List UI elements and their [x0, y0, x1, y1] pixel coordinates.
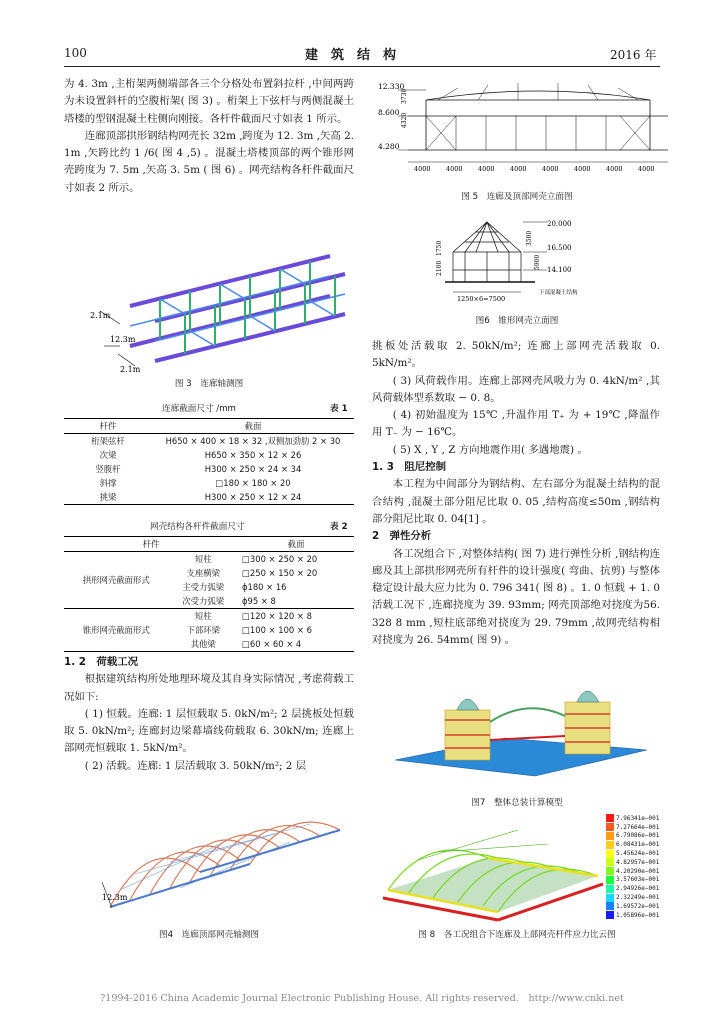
cell: H300 × 250 × 12 × 24: [152, 490, 354, 505]
legend-label: 2.94926e−001: [616, 885, 660, 893]
legend-label: 1.05896e−001: [616, 911, 660, 919]
legend-label: 4.20290e−001: [616, 867, 660, 875]
legend-row: [606, 823, 666, 832]
table-1-title: 连廊截面尺寸 /mm: [162, 404, 236, 414]
section-heading: 2 弹性分析: [372, 530, 432, 543]
level-label: 20.000: [547, 220, 572, 228]
figure-6-caption: 图6 锥形网壳立面图: [475, 316, 559, 326]
dim-label: 4000: [574, 165, 591, 173]
dim-label: 12.3m: [102, 893, 128, 902]
figure-6-cone-shell-elevation: [435, 212, 605, 304]
dim-label: 12.3m: [110, 335, 136, 344]
paragraph: 本工程为中间部分为钢结构、左右部分为混凝土结构的混合结构 ,混凝土部分阻尼比取 0. 05 ,结构高度≤50m ,钢结构部分阻尼比取 0. 04[1] 。: [372, 478, 660, 525]
cell: 斜撑: [99, 478, 117, 488]
legend-swatch: [606, 911, 614, 919]
legend-swatch: [606, 876, 614, 884]
table-row: [64, 609, 354, 624]
height-label: 1750: [436, 240, 443, 256]
figure-4-caption: 图4 连廊顶部网壳轴测图: [159, 930, 259, 940]
legend-swatch: [606, 894, 614, 902]
cell: 下部环梁: [186, 625, 220, 635]
legend-row: [606, 893, 666, 902]
paragraph: ( 3) 风荷载作用。连廊上部网壳风吸力为 0. 4kN/m² ,其风荷载体型系数取 − 0. 8。: [372, 374, 660, 404]
table-2-title: 网壳结构各杆件截面尺寸: [150, 522, 245, 532]
height-label: 4320: [401, 112, 408, 128]
cell: H650 × 350 × 12 × 26: [204, 450, 302, 460]
note-label: 下部混凝土结构: [539, 290, 578, 296]
figure-8-legend: [606, 814, 666, 920]
table-row: [64, 476, 354, 490]
legend-row: [606, 911, 666, 920]
table-2-label: 表 2: [330, 522, 348, 532]
legend-row: [606, 849, 666, 858]
dim-label: 2.1m: [90, 311, 111, 320]
legend-row: [606, 876, 666, 885]
cell: ϕ95 × 8: [238, 594, 354, 609]
cell: 次受力弧梁: [169, 594, 239, 609]
legend-row: [606, 867, 666, 876]
legend-swatch: [606, 832, 614, 840]
table-row: [64, 490, 354, 505]
level-label: 14.100: [547, 266, 572, 274]
figure-4-arch-shell-axonometric: [90, 812, 360, 924]
figure-8-caption: 图 8 各工况组合下连廊及上部网壳杆件应力比云图: [418, 930, 616, 940]
legend-row: [606, 832, 666, 841]
figure-8-stress-contour: [378, 812, 608, 922]
dim-label: 1250×6=7500: [457, 295, 506, 303]
page-number: 100: [64, 46, 87, 60]
paragraph: 挑板处活载取 2. 50kN/m²; 连廊上部网壳活载取 0. 5kN/m²。: [372, 340, 660, 370]
journal-title: 建 筑 结 构: [305, 48, 397, 63]
level-label: 8.600: [378, 108, 400, 117]
legend-label: 3.57603e−001: [616, 876, 660, 884]
legend-swatch: [606, 850, 614, 858]
figure-7-caption: 图7 整体总装计算模型: [471, 798, 563, 808]
legend-row: [606, 858, 666, 867]
table-2: [64, 536, 354, 652]
dim-label: 4000: [446, 165, 463, 173]
cell: ϕ180 × 16: [242, 582, 287, 592]
year: 2016 年: [610, 48, 657, 62]
paragraph: ( 1) 恒载。连廊: 1 层恒载取 5. 0kN/m²; 2 层挑板处恒载取 5. 0kN/m²; 连廊封边梁幕墙线荷载取 6. 30kN/m; 连廊上部网壳恒载取 1. 5kN/m²。: [64, 707, 354, 755]
paragraph: ( 4) 初始温度为 15℃ ,升温作用 T₊ 为 + 19℃ ,降温作用 T₋ 为 − 16℃。: [372, 409, 660, 439]
figure-3-caption: 图 3 连廊轴测图: [174, 379, 244, 389]
legend-label: 1.69572e−001: [616, 902, 660, 910]
paragraph: ( 5) X , Y , Z 方向地震作用( 多遇地震) 。: [392, 443, 588, 456]
legend-swatch: [606, 823, 614, 831]
dim-label: 4000: [478, 165, 495, 173]
cell: 竖腹杆: [95, 464, 121, 474]
legend-row: [606, 840, 666, 849]
height-label: 3500: [526, 230, 533, 246]
height-label: 3730: [401, 88, 408, 104]
legend-label: 2.32249e−001: [616, 894, 660, 902]
legend-label: 7.27664e−001: [616, 823, 660, 831]
left-bottom-text: [64, 654, 354, 775]
table-header: 截面: [152, 419, 354, 434]
figure-5-caption: 图 5 连廊及顶部网壳立面图: [461, 192, 573, 202]
section-heading: 1. 3 阻尼控制: [372, 461, 446, 474]
legend-label: 5.45624e−001: [616, 850, 660, 858]
left-top-text: [64, 76, 354, 197]
cell: □300 × 250 × 20: [242, 554, 318, 564]
paragraph: 为 4. 3m ,主桁架两侧端部各三个分格处布置斜拉杆 ,中间两跨为未设置斜杆的空腹桁架( 图 3) 。桁架上下弦杆与两侧混凝土塔楼的型钢混凝土柱侧向刚接。各杆件截面尺寸如表 1 所示。: [64, 78, 354, 125]
height-label: 2100: [436, 260, 443, 276]
legend-row: [606, 814, 666, 823]
legend-swatch: [606, 902, 614, 910]
cell: H650 × 400 × 18 × 32 ,双侧加劲肋 2 × 30: [165, 436, 341, 446]
table-row: [64, 448, 354, 462]
cell: 支座横梁: [186, 568, 220, 578]
table-header: 杆件: [64, 419, 152, 434]
dim-label: 4000: [638, 165, 655, 173]
figure-5-elevation: [378, 82, 678, 182]
level-label: 12.330: [378, 82, 405, 91]
cell: □100 × 100 × 6: [242, 625, 312, 635]
paragraph: 各工况组合下 ,对整体结构( 图 7) 进行弹性分析 ,钢结构连廊及其上部拱形网壳所有杆件的设计强度( 弯曲、抗剪) 与整体稳定设计最大应力比为 0. 796 341( 图 8) 。1. 0 恒载 + 1. 0 活载工况下 ,连廊挠度为 39. 93mm; 网壳顶部绝对挠度为56. 328 8 mm ,短柱底部绝对挠度为 29. 79mm ,故网壳结构相对挠度为 26. 54mm( 图 9) 。: [372, 547, 660, 647]
cell: □120 × 120 × 8: [242, 611, 312, 621]
legend-swatch: [606, 885, 614, 893]
legend-swatch: [606, 867, 614, 875]
dim-label: 2.1m: [120, 365, 141, 374]
legend-label: 6.79086e−001: [616, 832, 660, 840]
cell: □60 × 60 × 4: [238, 637, 354, 652]
table-row: [64, 552, 354, 567]
cell: 短柱: [194, 554, 212, 564]
level-label: 4.280: [378, 142, 400, 151]
legend-row: [606, 902, 666, 911]
cell: 其他梁: [169, 637, 239, 652]
table-row: [64, 434, 354, 449]
paragraph: 连廊顶部拱形钢结构网壳长 32m ,跨度为 12. 3m ,矢高 2. 1m ,矢跨比约 1 /6( 图 4 ,5) 。混凝土塔楼顶部的两个锥形网壳跨度为 7. 5m ,矢高 3. 5m ( 图 6) 。网壳结构各杆件截面尺寸如表 2 所示。: [64, 129, 354, 194]
legend-swatch: [606, 858, 614, 866]
legend-swatch: [606, 841, 614, 849]
legend-row: [606, 884, 666, 893]
group-cell: 锥形网壳截面形式: [64, 609, 169, 652]
cell: 主受力弧梁: [182, 582, 225, 592]
table-1: [64, 418, 354, 505]
figure-3-corridor-axonometric: [90, 246, 360, 376]
cell: □250 × 150 × 20: [242, 568, 318, 578]
dim-label: 4000: [414, 165, 431, 173]
dim-label: 4000: [542, 165, 559, 173]
cell: 短柱: [194, 611, 212, 621]
legend-label: 7.96341e−001: [616, 814, 660, 822]
section-heading: 1. 2 荷载工况: [64, 656, 138, 668]
table-row: [64, 462, 354, 476]
dim-label: 4000: [510, 165, 527, 173]
cell: 桁架弦杆: [91, 436, 125, 446]
legend-label: 4.82957e−001: [616, 858, 660, 866]
table-header: 截面: [238, 537, 354, 552]
legend-label: 6.08431e−001: [616, 841, 660, 849]
copyright-footer: ?1994-2016 China Academic Journal Electronic Publishing House. All rights reserved. http://www.cnki.net: [100, 993, 624, 1004]
height-label: 5900: [534, 254, 541, 270]
cell: 次梁: [99, 450, 117, 460]
cell: □180 × 180 × 20: [215, 478, 291, 488]
cell: H300 × 250 × 24 × 34: [204, 464, 302, 474]
cell: 挑梁: [64, 490, 152, 505]
dim-label: 4000: [606, 165, 623, 173]
header-rule: [64, 66, 660, 67]
level-label: 16.500: [547, 244, 572, 252]
table-header: 杆件: [64, 537, 238, 552]
group-cell: 拱形网壳截面形式: [64, 552, 169, 609]
legend-swatch: [606, 814, 614, 822]
right-text: [372, 338, 660, 649]
figure-7-overall-model: [385, 680, 655, 780]
table-1-label: 表 1: [330, 404, 348, 414]
paragraph: 根据建筑结构所处地理环境及其自身实际情况 ,考虑荷载工况如下:: [64, 673, 354, 703]
paragraph: ( 2) 活载。连廊: 1 层活载取 3. 50kN/m²; 2 层: [84, 759, 307, 772]
